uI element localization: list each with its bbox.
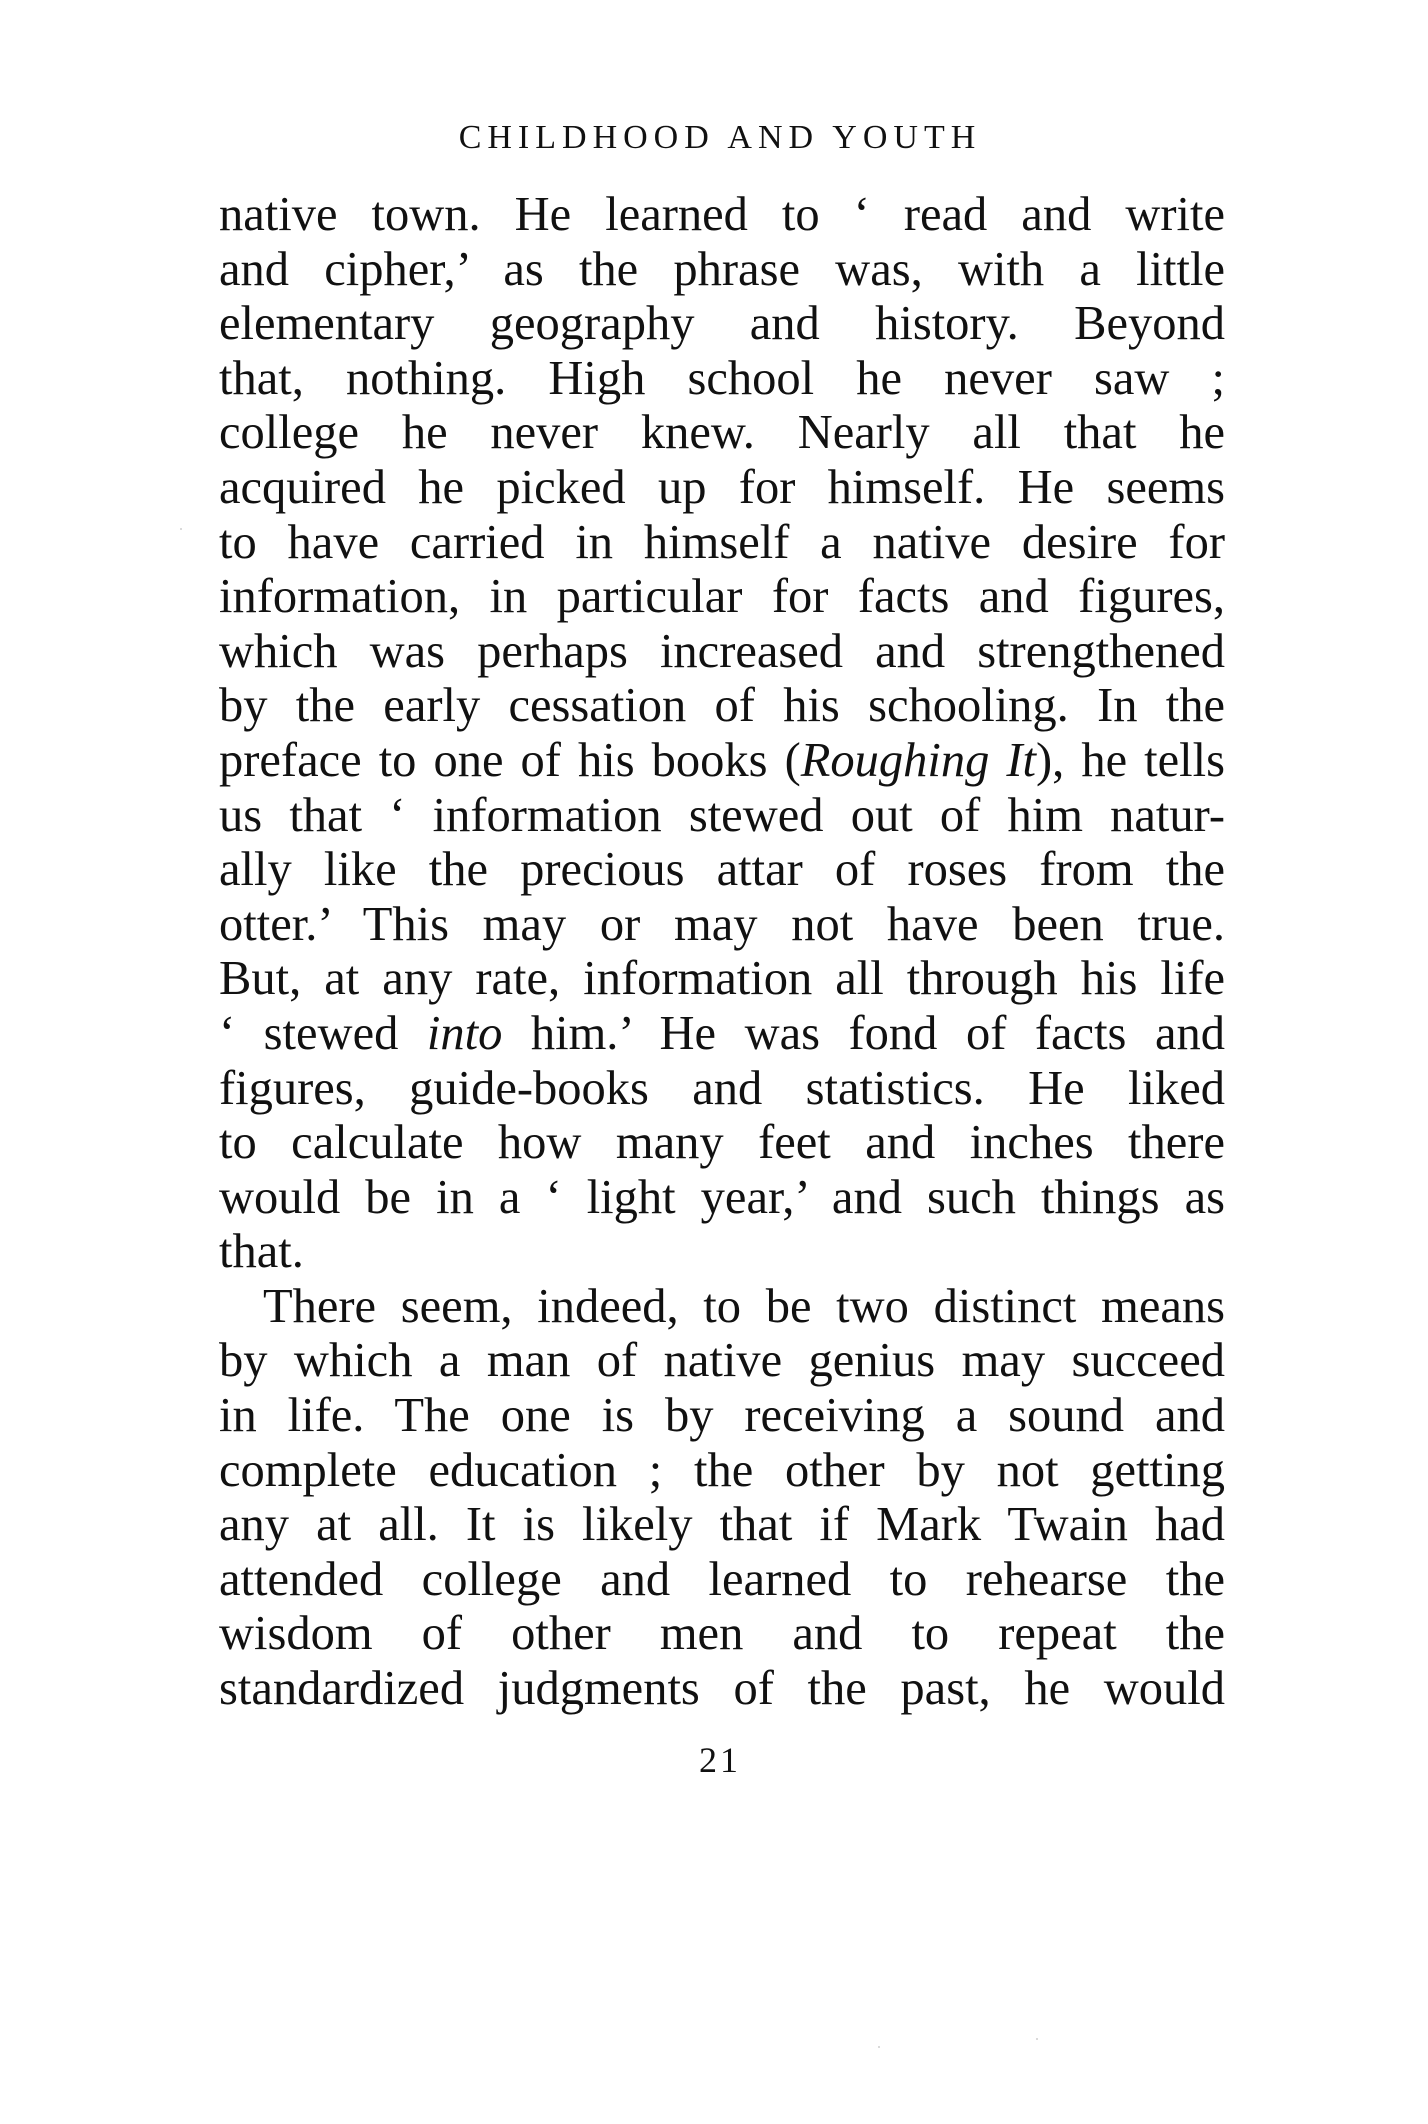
text-line: attended college and learned to rehearse the xyxy=(219,1552,1225,1606)
text-line: wisdom of other men and to repeat the xyxy=(219,1607,1225,1661)
text-line: to calculate how many feet and inches there xyxy=(219,1116,1225,1170)
text-line: to have carried in himself a native desire for xyxy=(219,515,1225,569)
text-line: acquired he picked up for himself. He seems xyxy=(219,460,1225,514)
paragraph-1 xyxy=(219,188,1225,1280)
running-head: CHILDHOOD AND YOUTH xyxy=(458,119,982,156)
paper-speck xyxy=(1036,2038,1038,2040)
text-line: in life. The one is by receiving a sound and xyxy=(219,1389,1225,1443)
text-line: any at all. It is likely that if Mark Twain had xyxy=(219,1498,1225,1552)
text-line: But, at any rate, information all through his life xyxy=(219,952,1225,1006)
text-line: elementary geography and history. Beyond xyxy=(219,297,1225,351)
text-line: by the early cessation of his schooling. In the xyxy=(219,679,1225,733)
text-line xyxy=(219,734,1225,789)
body-text xyxy=(219,188,1225,1717)
text-line: us that ‘ information stewed out of him natur- xyxy=(219,788,1225,842)
paper-speck xyxy=(180,528,182,530)
emphasis-italic: into xyxy=(426,1006,503,1060)
text-line: that. xyxy=(219,1225,304,1279)
paragraph-2 xyxy=(219,1280,1225,1717)
text-line: college he never knew. Nearly all that he xyxy=(219,406,1225,460)
text-line: complete education ; the other by not getting xyxy=(219,1443,1225,1497)
text-segment: ), he tells xyxy=(1036,733,1225,787)
page-number: 21 xyxy=(699,1740,741,1780)
text-segment: preface to one of his books ( xyxy=(219,733,801,787)
text-line: ally like the precious attar of roses from the xyxy=(219,843,1225,897)
text-line: that, nothing. High school he never saw ; xyxy=(219,351,1225,405)
text-line: and cipher,’ as the phrase was, with a little xyxy=(219,242,1225,296)
text-line: native town. He learned to ‘ read and write xyxy=(219,188,1225,241)
text-line: by which a man of native genius may succeed xyxy=(219,1334,1225,1388)
text-line xyxy=(219,1007,1225,1062)
text-line: which was perhaps increased and strengthened xyxy=(219,624,1225,678)
book-title-italic: Roughing It xyxy=(800,733,1037,787)
text-line: There seem, indeed, to be two distinct means xyxy=(263,1279,1225,1333)
text-line: otter.’ This may or may not have been true. xyxy=(219,897,1225,951)
paper-speck xyxy=(878,2046,880,2048)
text-line: standardized judgments of the past, he would xyxy=(219,1662,1225,1716)
text-line: information, in particular for facts and figures, xyxy=(219,570,1225,624)
text-line: would be in a ‘ light year,’ and such things as xyxy=(219,1170,1225,1224)
text-segment: him.’ He was fond of facts and xyxy=(502,1006,1225,1060)
text-line: figures, guide-books and statistics. He liked xyxy=(219,1061,1225,1115)
text-segment: ‘ stewed xyxy=(219,1006,427,1060)
